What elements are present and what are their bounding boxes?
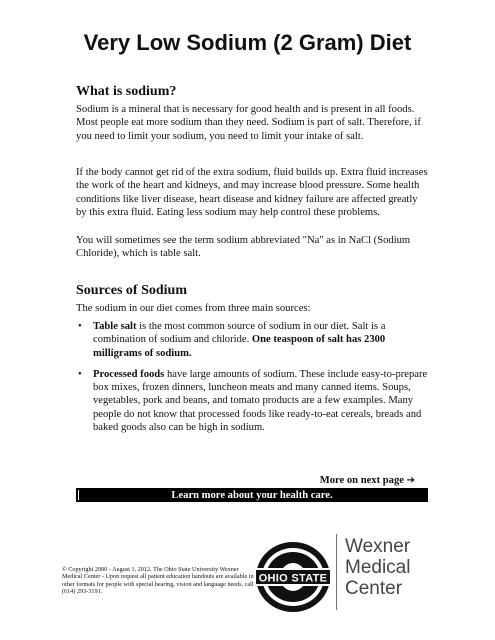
what-is-sodium-heading: What is sodium?	[76, 84, 177, 99]
banner-tick	[78, 490, 79, 500]
wordmark-line: Medical	[345, 557, 411, 578]
wordmark-line: Center	[345, 578, 403, 599]
source-term: Table salt	[93, 321, 137, 332]
ohio-state-logo	[254, 538, 332, 616]
wordmark-line: Wexner	[345, 536, 411, 557]
list-item	[76, 320, 428, 360]
what-is-paragraph-2: If the body cannot get rid of the extra sodium, fluid builds up. Extra fluid increases the work of the heart and kidneys, and may increase blood pressure. Some health conditions like liver disease, heart disease and kidney failure are affected greatly by this extra fluid. Eating less sodium may help control these problems.	[76, 167, 428, 218]
more-on-next-page-link[interactable]	[320, 475, 415, 486]
list-item	[76, 368, 428, 434]
arrow-right-icon: ➔	[406, 475, 415, 486]
sources-list	[76, 320, 428, 442]
sources-intro: The sodium in our diet comes from three main sources:	[76, 303, 311, 314]
bullet: •	[78, 368, 82, 380]
document-title: Very Low Sodium (2 Gram) Diet	[83, 30, 412, 55]
wexner-medical-center-wordmark	[345, 536, 410, 599]
block-o-icon	[254, 538, 332, 616]
source-term: Processed foods	[93, 368, 165, 380]
more-label: More on next page	[319, 475, 404, 486]
source-highlight: One teaspoon of salt has 2300 milligrams of sodium.	[93, 334, 386, 359]
what-is-paragraph-3: You will sometimes see the term sodium abbreviated "Na" as in NaCl (Sodium Chloride), which is table salt.	[76, 235, 411, 260]
logo-text: OHIO STATE	[258, 572, 328, 585]
logo-divider	[336, 534, 337, 610]
bullet: •	[78, 321, 82, 332]
source-description: have large amounts of sodium. These include easy-to-prepare box mixes, frozen dinners, luncheon meats and many canned items. Soups, vegetables, pork and beans, and tomato products are a few examples. Many people do not know that processed foods like ready-to-eat cereals, breads and baked goods also can be high in sodium.	[93, 368, 428, 434]
source-description: is the most common source of sodium in our diet. Salt is a combination of sodium and chloride.	[93, 321, 386, 346]
what-is-paragraph-1: Sodium is a mineral that is necessary for good health and is present in all foods. Most people eat more sodium than they need. Sodium is part of salt. Therefore, if you need to limit your sodium, you need to limit your intake of salt.	[76, 104, 421, 142]
health-care-banner	[76, 488, 428, 502]
copyright-notice: © Copyright 2000 - August 1, 2012. The Ohio State University Wexner Medical Center - Upon request all patient education handouts are available in other formats for people with special hearing, vision and language needs, call (614) 293-3191.	[62, 566, 254, 596]
banner-text: Learn more about your health care.	[171, 489, 333, 501]
sources-heading: Sources of Sodium	[76, 283, 187, 298]
